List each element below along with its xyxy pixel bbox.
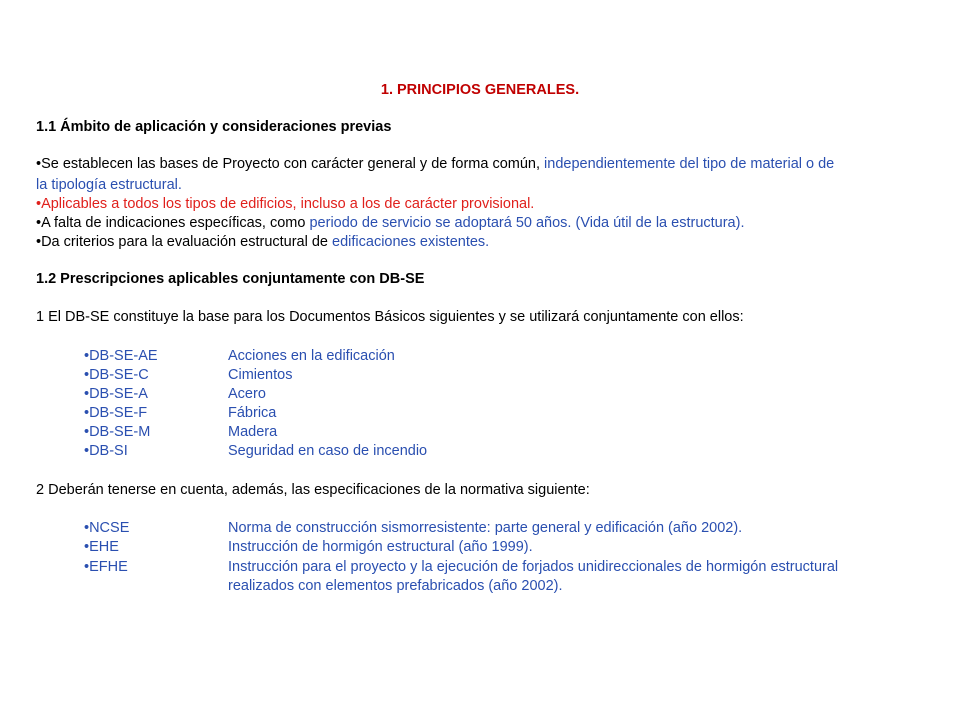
document-desc: Acciones en la edificación bbox=[228, 348, 395, 364]
document-desc: Cimientos bbox=[228, 367, 293, 383]
bullet-4-text: •Da criterios para la evaluación estructural de bbox=[36, 234, 328, 250]
section-1-1-heading: 1.1 Ámbito de aplicación y consideraciones previas bbox=[36, 119, 392, 135]
document-code: •DB-SE-F bbox=[84, 405, 148, 421]
bullet-3 bbox=[36, 214, 744, 233]
bullet-1-text: •Se establecen las bases de Proyecto con carácter general y de forma común, bbox=[36, 156, 540, 172]
norm-desc: Instrucción de hormigón estructural (año 1999). bbox=[228, 539, 533, 555]
document-code: •DB-SI bbox=[84, 443, 128, 459]
norm-code: •NCSE bbox=[84, 520, 130, 536]
page-title: 1. PRINCIPIOS GENERALES. bbox=[380, 82, 580, 98]
document-code: •DB-SE-A bbox=[84, 386, 148, 402]
bullet-1-line-1 bbox=[36, 155, 834, 174]
paragraph-1: 1 El DB-SE constituye la base para los Documentos Básicos siguientes y se utilizará conjuntamente con ellos: bbox=[36, 309, 744, 325]
norm-code: •EHE bbox=[84, 539, 119, 555]
norm-desc: Instrucción para el proyecto y la ejecución de forjados unidireccionales de hormigón estructural bbox=[228, 559, 839, 575]
paragraph-2: 2 Deberán tenerse en cuenta, además, las especificaciones de la normativa siguiente: bbox=[36, 482, 590, 498]
document-code: •DB-SE-AE bbox=[84, 348, 158, 364]
document-desc: Fábrica bbox=[228, 405, 277, 421]
bullet-2: •Aplicables a todos los tipos de edificios, incluso a los de carácter provisional. bbox=[36, 196, 535, 212]
section-1-2-heading: 1.2 Prescripciones aplicables conjuntamente con DB-SE bbox=[36, 271, 425, 287]
document-code: •DB-SE-M bbox=[84, 424, 151, 440]
norm-desc-continued: realizados con elementos prefabricados (año 2002). bbox=[228, 578, 563, 594]
bullet-4-highlight: edificaciones existentes. bbox=[332, 234, 490, 250]
bullet-1-highlight: independientemente del tipo de material o de bbox=[544, 156, 835, 172]
norm-desc: Norma de construcción sismorresistente: parte general y edificación (año 2002). bbox=[228, 520, 743, 536]
bullet-3-highlight: periodo de servicio se adoptará 50 años. (Vida útil de la estructura). bbox=[309, 215, 745, 231]
document-code: •DB-SE-C bbox=[84, 367, 149, 383]
bullet-3-text: •A falta de indicaciones específicas, como bbox=[36, 215, 306, 231]
document-desc: Seguridad en caso de incendio bbox=[228, 443, 428, 459]
norm-code: •EFHE bbox=[84, 559, 128, 575]
document-desc: Acero bbox=[228, 386, 266, 402]
bullet-1-line-2: la tipología estructural. bbox=[36, 177, 182, 193]
document-desc: Madera bbox=[228, 424, 278, 440]
bullet-4 bbox=[36, 233, 489, 252]
